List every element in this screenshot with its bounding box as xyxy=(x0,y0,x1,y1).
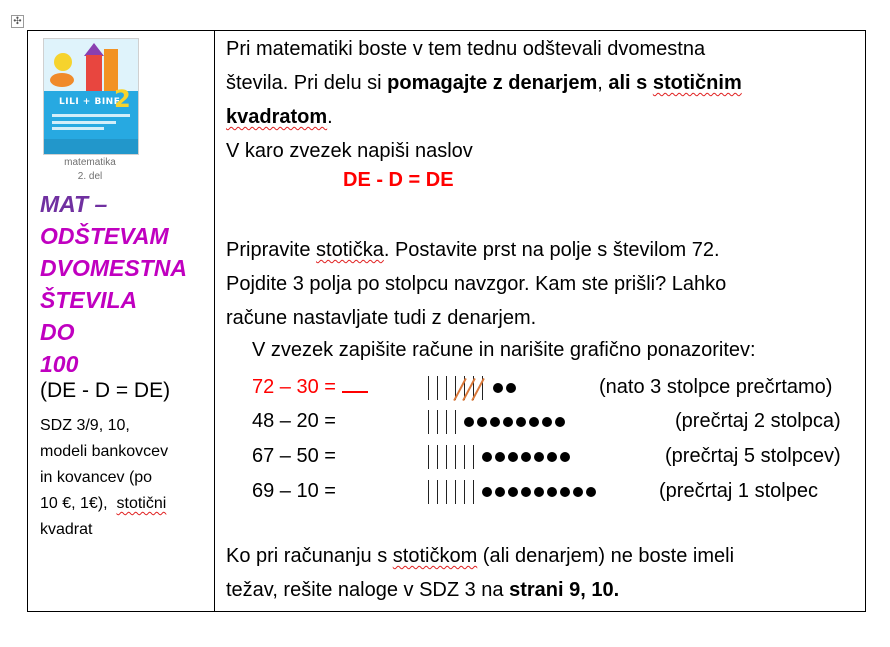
intro-line: V karo zvezek napiši naslov xyxy=(226,140,473,162)
example-row xyxy=(215,475,867,507)
right-cell xyxy=(215,31,867,611)
title-line: ŠTEVILA xyxy=(40,287,138,313)
example-equation: 72 – 30 = xyxy=(252,371,368,403)
cover-caption-subject: matematika xyxy=(64,157,116,168)
instruction-text: V zvezek zapišite račune in narišite grafično ponazoritev: xyxy=(252,339,756,361)
lesson-title xyxy=(40,188,187,380)
example-hint: (prečrtaj 1 stolpec xyxy=(659,480,818,502)
notes-line: modeli bankovcev xyxy=(40,443,169,460)
sticks-and-dots xyxy=(428,375,519,401)
example-row xyxy=(215,440,867,472)
spellcheck-word: kvadratom xyxy=(226,106,328,128)
left-cell xyxy=(28,31,214,611)
cover-caption-part: 2. del xyxy=(77,171,103,182)
task-line: Pripravite stotička. Postavite prst na polje s številom 72. xyxy=(226,239,720,261)
title-line: ODŠTEVAM xyxy=(40,223,169,249)
example-equation: 69 – 10 = xyxy=(252,480,336,502)
task-paragraph xyxy=(226,233,726,335)
intro-line: Pri matematiki boste v tem tednu odštevali dvomestna xyxy=(226,38,706,60)
title-line: 100 xyxy=(40,351,79,377)
left-formula: (DE - D = DE) xyxy=(40,379,171,402)
spellcheck-word: stotični xyxy=(116,495,167,512)
closing-paragraph xyxy=(226,539,734,607)
intro-line: kvadratom. xyxy=(226,106,333,128)
materials-notes xyxy=(40,413,212,543)
cover-caption xyxy=(43,156,137,184)
spellcheck-word: stotička xyxy=(316,239,384,261)
title-line: DO xyxy=(40,319,75,345)
spellcheck-word: stotičkom xyxy=(392,545,478,567)
closing-line: težav, rešite naloge v SDZ 3 na strani 9, 10. xyxy=(226,579,620,601)
sticks-and-dots xyxy=(428,444,573,470)
notes-line: SDZ 3/9, 10, xyxy=(40,417,130,434)
notebook-title: DE - D = DE xyxy=(343,169,454,191)
title-line: MAT – xyxy=(40,191,108,217)
answer-blank xyxy=(342,371,368,393)
task-line: račune nastavljate tudi z denarjem. xyxy=(226,307,537,329)
task-line: Pojdite 3 polja po stolpcu navzgor. Kam ste prišli? Lahko xyxy=(226,273,727,295)
cover-number: 2 xyxy=(114,85,131,113)
sticks-and-dots xyxy=(428,479,599,505)
spellcheck-word: stotičnim xyxy=(652,72,742,94)
closing-line: Ko pri računanju s stotičkom (ali denarjem) ne boste imeli xyxy=(226,545,735,567)
example-hint: (nato 3 stolpce prečrtamo) xyxy=(599,376,833,398)
notes-line: kvadrat xyxy=(40,521,93,538)
example-equation: 67 – 50 = xyxy=(252,445,336,467)
example-equation: 48 – 20 = xyxy=(252,410,336,432)
example-hint: (prečrtaj 5 stolpcev) xyxy=(665,445,841,467)
lesson-table xyxy=(27,30,866,612)
example-hint: (prečrtaj 2 stolpca) xyxy=(675,410,841,432)
intro-paragraph xyxy=(226,32,742,168)
sticks-and-dots xyxy=(428,409,568,435)
intro-line: števila. Pri delu si pomagajte z denarjem, ali s stotičnim xyxy=(226,72,742,94)
notes-line: in kovancev (po xyxy=(40,469,153,486)
example-row xyxy=(215,405,867,437)
textbook-cover-image xyxy=(43,38,139,155)
cover-logo: LILI + BINE xyxy=(59,97,121,107)
title-line: DVOMESTNA xyxy=(40,255,187,281)
table-move-handle-icon[interactable]: ✣ xyxy=(11,15,24,28)
notes-line: 10 €, 1€), stotični xyxy=(40,495,167,512)
example-row xyxy=(215,371,867,403)
